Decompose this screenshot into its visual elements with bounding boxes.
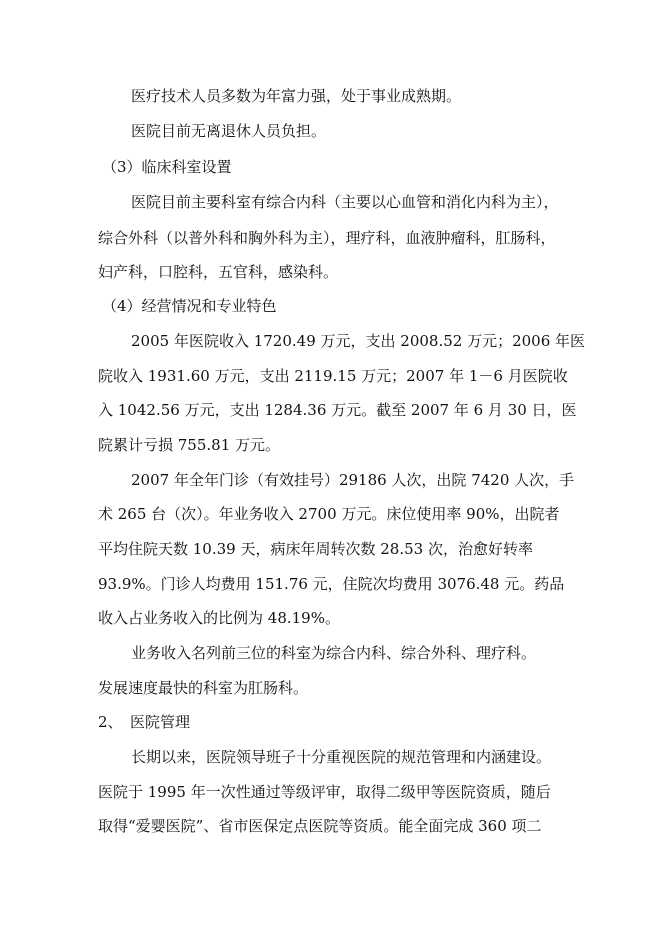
- paragraph-line: 发展速度最快的科室为肛肠科。: [98, 679, 309, 697]
- paragraph-line: 取得“爱婴医院”、省市医保定点医院等资质。能全面完成 360 项二: [98, 817, 542, 835]
- paragraph-line: 平均住院天数 10.39 天，病床年周转次数 28.53 次，治愈好转率: [98, 540, 533, 558]
- paragraph-line: 院收入 1931.60 万元，支出 2119.15 万元；2007 年 1－6 月医院收: [98, 367, 568, 385]
- section-heading: （4）经营情况和专业特色: [102, 297, 277, 315]
- paragraph-line: 2007 年全年门诊（有效挂号）29186 人次，出院 7420 人次，手: [131, 471, 575, 489]
- paragraph-line: 长期以来，医院领导班子十分重视医院的规范管理和内涵建设。: [131, 748, 552, 766]
- paragraph-line: 妇产科，口腔科，五官科，感染科。: [98, 263, 339, 281]
- section-heading: 2、 医院管理: [98, 713, 191, 731]
- section-heading: （3）临床科室设置: [102, 158, 232, 176]
- paragraph-line: 医院目前无离退休人员负担。: [131, 122, 327, 140]
- paragraph-line: 93.9%。门诊人均费用 151.76 元，住院次均费用 3076.48 元。药品: [98, 575, 565, 593]
- paragraph-line: 院累计亏损 755.81 万元。: [98, 436, 281, 454]
- paragraph-line: 入 1042.56 万元，支出 1284.36 万元。截至 2007 年 6 月 30 日，医: [98, 401, 577, 419]
- paragraph-line: 综合外科（以普外科和胸外科为主），理疗科，血液肿瘤科，肛肠科，: [98, 229, 556, 247]
- paragraph-line: 收入占业务收入的比例为 48.19%。: [98, 609, 340, 627]
- paragraph-line: 2005 年医院收入 1720.49 万元，支出 2008.52 万元；2006 年医: [131, 332, 586, 350]
- paragraph-line: 术 265 台（次）。年业务收入 2700 万元。床位使用率 90%，出院者: [98, 505, 560, 523]
- paragraph-line: 医疗技术人员多数为年富力强，处于事业成熟期。: [131, 87, 462, 105]
- paragraph-line: 业务收入名列前三位的科室为综合内科、综合外科、理疗科。: [131, 644, 537, 662]
- paragraph-line: 医院目前主要科室有综合内科（主要以心血管和消化内科为主），: [131, 193, 559, 211]
- paragraph-line: 医院于 1995 年一次性通过等级评审，取得二级甲等医院资质，随后: [98, 783, 551, 801]
